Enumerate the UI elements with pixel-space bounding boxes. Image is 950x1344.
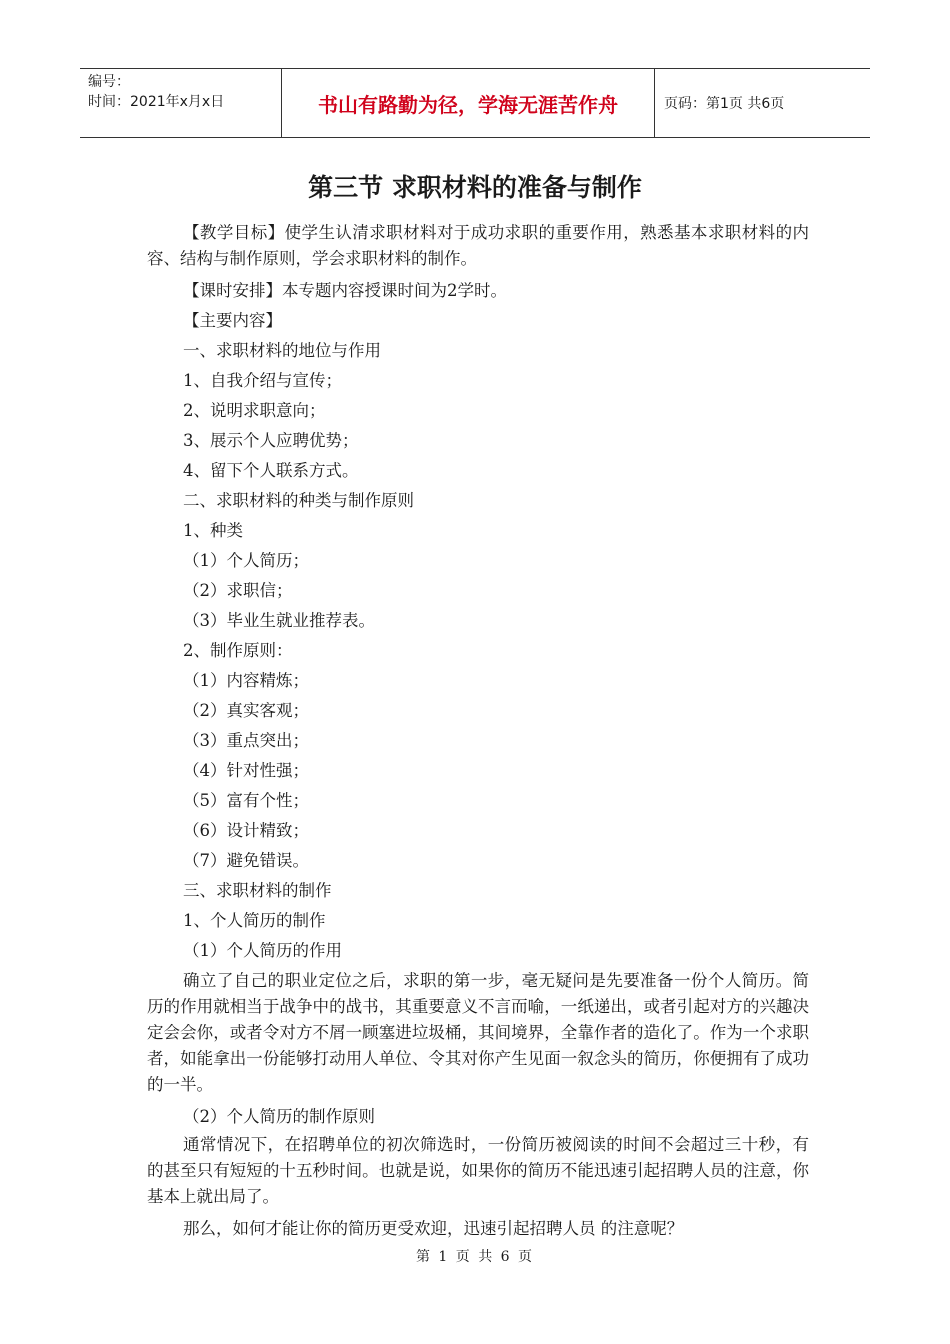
section-heading: 三、求职材料的制作 [183, 881, 332, 900]
list-item: （4）针对性强； [183, 761, 309, 780]
list-item: （2）真实客观； [183, 701, 309, 720]
list-item: （7）避免错误。 [183, 851, 309, 870]
main-content-heading: 【主要内容】 [183, 311, 282, 330]
list-item: （2）个人简历的制作原则 [183, 1107, 375, 1126]
list-item: （5）富有个性； [183, 791, 309, 810]
number-label: 编号： [88, 74, 130, 90]
subsection-heading: 1、种类 [183, 521, 243, 540]
subsection-heading: 2、制作原则： [183, 641, 293, 660]
list-item: （1）个人简历； [183, 551, 309, 570]
section-heading: 一、求职材料的地位与作用 [183, 341, 381, 360]
subsection-heading: 1、个人简历的制作 [183, 911, 326, 930]
teaching-goal: 【教学目标】使学生认清求职材料对于成功求职的重要作用，熟悉基本求职材料的内容、结构与制作原则，学会求职材料的制作。 [147, 223, 809, 268]
list-item: （1）个人简历的作用 [183, 941, 342, 960]
paragraph: 通常情况下，在招聘单位的初次筛选时，一份简历被阅读的时间不会超过三十秒，有的甚至只有短短的十五秒时间。也就是说，如果你的简历不能迅速引起招聘人员的注意，你基本上就出局了。 [147, 1135, 809, 1206]
paragraph: 那么，如何才能让你的简历更受欢迎，迅速引起招聘人员 的注意呢？ [183, 1219, 684, 1238]
header-page-info: 页码：第1页 共6页 [664, 96, 785, 112]
list-item: （2）求职信； [183, 581, 293, 600]
header-table [80, 68, 870, 138]
list-item: （3）毕业生就业推荐表。 [183, 611, 375, 630]
header-meta-cell [80, 69, 282, 137]
page-footer: 第 1 页 共 6 页 [415, 1249, 535, 1265]
list-item: 3、展示个人应聘优势； [183, 431, 359, 450]
header-motto: 书山有路勤为径，学海无涯苦作舟 [282, 69, 655, 137]
paragraph: 确立了自己的职业定位之后，求职的第一步，毫无疑问是先要准备一份个人简历。简历的作用就相当于战争中的战书，其重要意义不言而喻，一纸递出，或者引起对方的兴趣决定会会你，或者令对方不屑一顾塞进垃圾桶，其间境界，全靠作者的造化了。作为一个求职者，如能拿出一份能够打动用人单位、令其对你产生见面一叙念头的简历，你便拥有了成功的一半。 [147, 971, 809, 1094]
list-item: （6）设计精致； [183, 821, 309, 840]
list-item: （3）重点突出； [183, 731, 309, 750]
document-body [147, 220, 809, 1242]
list-item: 2、说明求职意向； [183, 401, 326, 420]
list-item: 1、自我介绍与宣传； [183, 371, 342, 390]
list-item: 4、留下个人联系方式。 [183, 461, 359, 480]
section-heading: 二、求职材料的种类与制作原则 [183, 491, 414, 510]
list-item: （1）内容精炼； [183, 671, 309, 690]
section-title: 第三节 求职材料的准备与制作 [308, 173, 642, 202]
class-schedule: 【课时安排】本专题内容授课时间为2学时。 [183, 281, 507, 300]
time-label: 时间：2021年x月x日 [88, 94, 225, 110]
